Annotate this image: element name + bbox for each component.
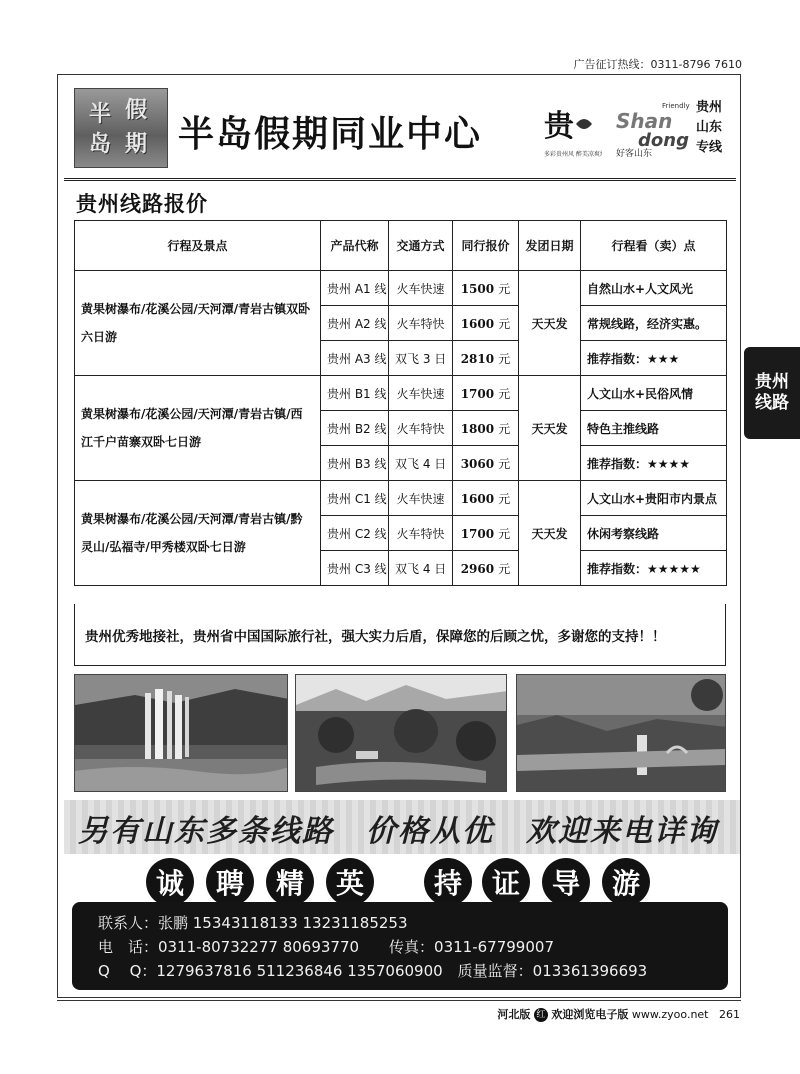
- product-code: 贵州 B1 线: [321, 376, 389, 411]
- contact-box: [72, 902, 728, 990]
- table-row: [75, 271, 727, 306]
- price: [453, 411, 519, 446]
- price-unit: 元: [498, 526, 511, 541]
- waterfall-photo: [74, 674, 288, 792]
- price: [453, 551, 519, 586]
- price: [453, 341, 519, 376]
- feature: 人文山水+民俗风情: [581, 376, 727, 411]
- column-header: 行程及景点: [75, 221, 321, 271]
- recruit-char: 精: [266, 858, 314, 906]
- promo-banner-text: 另有山东多条线路 价格从优 欢迎来电详询: [78, 814, 718, 849]
- shandong-logo: [614, 98, 692, 160]
- side-tab-label: 贵州线路: [755, 372, 789, 413]
- price-unit: 元: [498, 281, 511, 296]
- product-code: 贵州 A3 线: [321, 341, 389, 376]
- price-value: 3060: [460, 456, 495, 471]
- depart-date: 天天发: [519, 481, 581, 586]
- recruit-char: 导: [542, 858, 590, 906]
- feature: 推荐指数：★★★: [581, 341, 727, 376]
- agency-logo: [74, 88, 168, 168]
- route-cell: 黄果树瀑布/花溪公园/天河潭/青岩古镇/西江千户苗寨双卧七日游: [75, 376, 321, 481]
- price-value: 2810: [460, 351, 495, 366]
- table-row: [75, 481, 727, 516]
- recruit-char: 证: [482, 858, 530, 906]
- price-value: 1600: [460, 491, 495, 506]
- footer-edition: 河北版: [497, 1008, 531, 1021]
- special-line: 山东: [696, 120, 723, 135]
- slogan: 贵州优秀地接社，贵州省中国国际旅行社，强大实力后盾，保障您的后顾之忧，多谢您的支持！！: [74, 604, 726, 666]
- transport: 火车快速: [389, 271, 453, 306]
- table-row: [75, 376, 727, 411]
- column-header: 产品代称: [321, 221, 389, 271]
- footer-badge: 红: [534, 1008, 548, 1022]
- price-unit: 元: [498, 421, 511, 436]
- price-value: 2960: [460, 561, 495, 576]
- column-header: 同行报价: [453, 221, 519, 271]
- column-header: 行程看（卖）点: [581, 221, 727, 271]
- price-unit: 元: [498, 351, 511, 366]
- contact-person: 联系人：张鹏 15343118133 13231185253: [98, 914, 408, 932]
- price: [453, 481, 519, 516]
- company-name: 半岛假期同业中心: [178, 113, 483, 155]
- recruit-char: 游: [602, 858, 650, 906]
- column-header: 交通方式: [389, 221, 453, 271]
- feature: 休闲考察线路: [581, 516, 727, 551]
- price-value: 1600: [460, 316, 495, 331]
- feature: 常规线路，经济实惠。: [581, 306, 727, 341]
- price-unit: 元: [498, 386, 511, 401]
- logo-char: 岛: [89, 131, 112, 157]
- transport: 火车特快: [389, 411, 453, 446]
- canyon-photo: [516, 674, 726, 792]
- guizhou-logo-text: 多彩贵州风 醉美凉爽地: [544, 151, 602, 158]
- logo-char: 期: [125, 131, 148, 157]
- feature: 特色主推线路: [581, 411, 727, 446]
- transport: 双飞 4 日: [389, 446, 453, 481]
- special-line: 专线: [696, 140, 723, 155]
- price-value: 1700: [460, 526, 495, 541]
- recruit-char: 持: [424, 858, 472, 906]
- shandong-logo-small: Friendly: [662, 102, 690, 110]
- recruit-char: 聘: [206, 858, 254, 906]
- transport: 双飞 4 日: [389, 551, 453, 586]
- guizhou-logo: [542, 98, 602, 160]
- footer-divider: [57, 1000, 741, 1001]
- product-code: 贵州 B3 线: [321, 446, 389, 481]
- product-code: 贵州 A1 线: [321, 271, 389, 306]
- price-unit: 元: [498, 316, 511, 331]
- footer-tagline: 欢迎浏览电子版: [551, 1008, 629, 1021]
- price: [453, 516, 519, 551]
- logo-char: 假: [125, 97, 148, 123]
- recruit-char: 英: [326, 858, 374, 906]
- product-code: 贵州 C2 线: [321, 516, 389, 551]
- feature: 人文山水+贵阳市内景点: [581, 481, 727, 516]
- header: [74, 88, 726, 174]
- special-lines: [696, 98, 730, 158]
- transport: 双飞 3 日: [389, 341, 453, 376]
- feature: 推荐指数：★★★★: [581, 446, 727, 481]
- transport: 火车特快: [389, 516, 453, 551]
- price-value: 1800: [460, 421, 495, 436]
- svg-text:贵: 贵: [544, 109, 574, 144]
- column-header: 发团日期: [519, 221, 581, 271]
- special-line: 贵州: [696, 100, 723, 115]
- shandong-logo-cn: 好客山东: [616, 149, 653, 159]
- transport: 火车特快: [389, 306, 453, 341]
- side-tab[interactable]: [744, 347, 800, 439]
- price: [453, 306, 519, 341]
- recruit-char: 诚: [146, 858, 194, 906]
- section-title: 贵州线路报价: [76, 192, 208, 216]
- shandong-logo-top: Shan: [616, 109, 673, 133]
- product-code: 贵州 B2 线: [321, 411, 389, 446]
- product-code: 贵州 A2 线: [321, 306, 389, 341]
- transport: 火车快速: [389, 376, 453, 411]
- ad-hotline: 广告征订热线：0311-8796 7610: [573, 58, 742, 71]
- transport: 火车快速: [389, 481, 453, 516]
- price: [453, 376, 519, 411]
- price: [453, 271, 519, 306]
- page-number: 261: [719, 1008, 740, 1021]
- depart-date: 天天发: [519, 376, 581, 481]
- table-header-row: [75, 221, 727, 271]
- shandong-logo-bottom: dong: [638, 130, 689, 151]
- product-code: 贵州 C3 线: [321, 551, 389, 586]
- divider: [64, 178, 736, 181]
- price-value: 1500: [460, 281, 495, 296]
- contact-phone: 电 话：0311-80732277 80693770 传真：0311-67799007: [98, 938, 554, 956]
- promo-banner: [64, 800, 740, 854]
- route-cell: 黄果树瀑布/花溪公园/天河潭/青岩古镇双卧六日游: [75, 271, 321, 376]
- depart-date: 天天发: [519, 271, 581, 376]
- price-unit: 元: [498, 491, 511, 506]
- feature: 推荐指数：★★★★★: [581, 551, 727, 586]
- feature: 自然山水+人文风光: [581, 271, 727, 306]
- footer-site[interactable]: www.zyoo.net: [631, 1008, 709, 1021]
- price-value: 1700: [460, 386, 495, 401]
- contact-qq: Q Q：1279637816 511236846 1357060900 质量监督：013361396693: [98, 962, 648, 980]
- price-unit: 元: [498, 456, 511, 471]
- price-unit: 元: [498, 561, 511, 576]
- logo-char: 半: [89, 101, 112, 127]
- lake-photo: [295, 674, 507, 792]
- price-table: [74, 220, 727, 586]
- footer: [497, 1006, 740, 1022]
- route-cell: 黄果树瀑布/花溪公园/天河潭/青岩古镇/黔灵山/弘福寺/甲秀楼双卧七日游: [75, 481, 321, 586]
- product-code: 贵州 C1 线: [321, 481, 389, 516]
- price: [453, 446, 519, 481]
